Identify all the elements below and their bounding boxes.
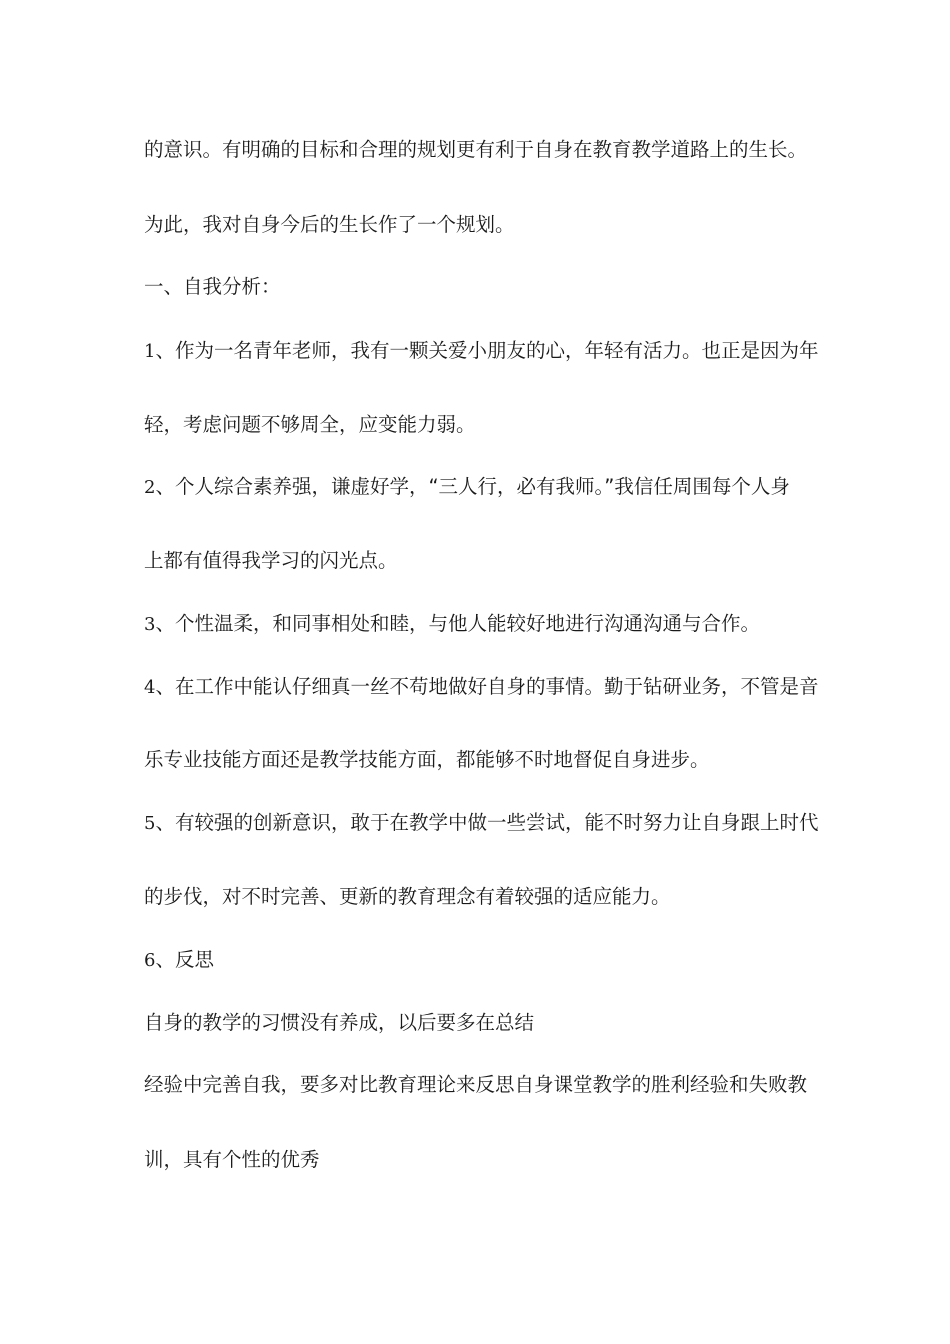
list-number: 2 xyxy=(144,477,156,498)
list-item-1: 1、作为一名青年老师，我有一颗关爱小朋友的心，年轻有活力。也正是因为年 xyxy=(144,339,819,362)
list-number: 3 xyxy=(144,614,156,635)
list-item-6: 6、反思 xyxy=(144,948,214,971)
paragraph-line: 训，具有个性的优秀 xyxy=(144,1148,320,1171)
paragraph-line: 的步伐，对不时完善、更新的教育理念有着较强的适应能力。 xyxy=(144,885,671,908)
paragraph-line: 轻，考虑问题不够周全，应变能力弱。 xyxy=(144,413,476,436)
paragraph-line: 为此，我对自身今后的生长作了一个规划。 xyxy=(144,213,515,236)
paragraph-line: 上都有值得我学习的闪光点。 xyxy=(144,549,398,572)
paragraph-line: 的意识。有明确的目标和合理的规划更有利于自身在教育教学道路上的生长。 xyxy=(144,138,808,161)
paragraph-line: 自身的教学的习惯没有养成，以后要多在总结 xyxy=(144,1011,535,1034)
list-number: 4 xyxy=(144,677,156,698)
list-number: 5 xyxy=(144,813,156,834)
list-item-4: 4、在工作中能认仔细真一丝不苟地做好自身的事情。勤于钻研业务，不管是音 xyxy=(144,675,819,698)
list-item-3: 3、个性温柔，和同事相处和睦，与他人能较好地进行沟通沟通与合作。 xyxy=(144,612,760,635)
list-item-2: 2、个人综合素养强，谦虚好学，“三人行，必有我师。”我信任周围每个人身 xyxy=(144,475,790,498)
list-number: 1 xyxy=(144,341,156,362)
paragraph-line: 经验中完善自我，要多对比教育理论来反思自身课堂教学的胜利经验和失败教 xyxy=(144,1073,808,1096)
paragraph-line: 乐专业技能方面还是教学技能方面，都能够不时地督促自身进步。 xyxy=(144,748,710,771)
list-number: 6 xyxy=(144,950,156,971)
list-item-5: 5、有较强的创新意识，敢于在教学中做一些尝试，能不时努力让自身跟上时代 xyxy=(144,811,819,834)
section-heading: 一、自我分析： xyxy=(144,275,281,298)
